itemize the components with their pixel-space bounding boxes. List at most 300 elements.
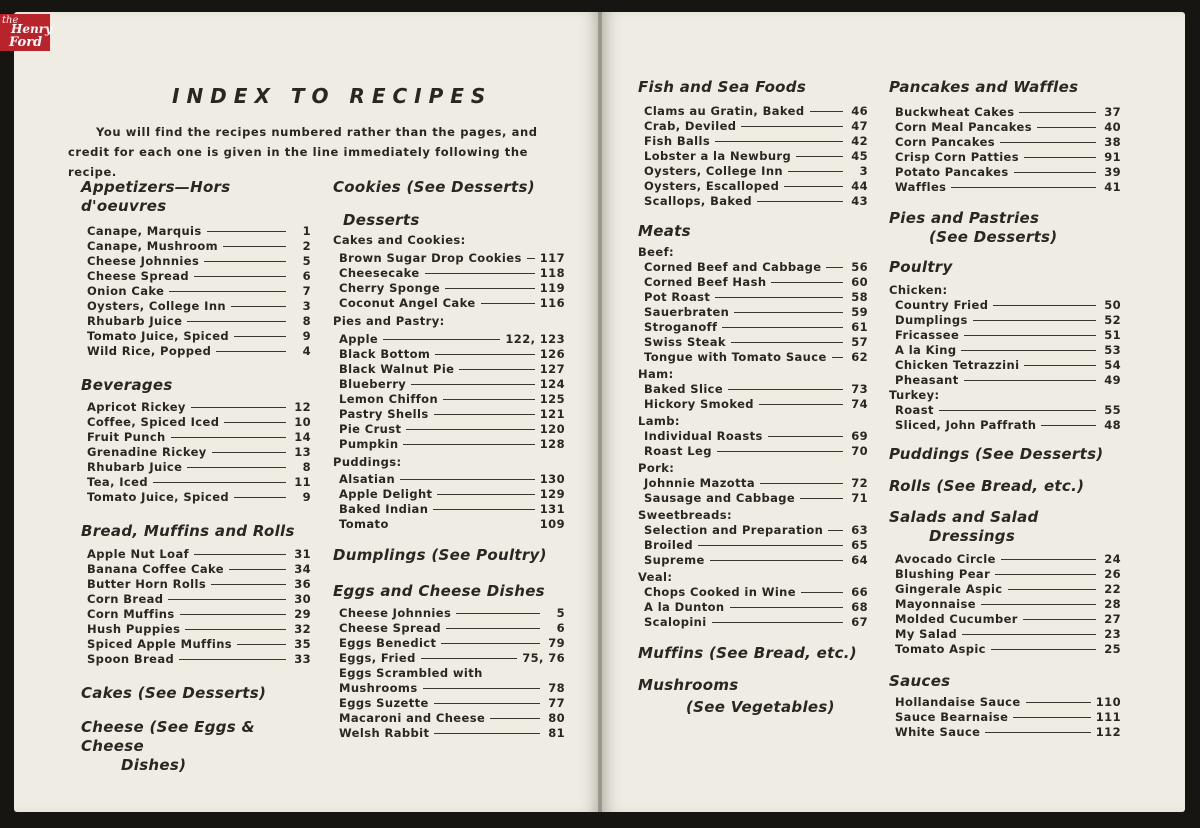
list-item — [339, 296, 565, 311]
recipe-name: Canape, Marquis — [87, 224, 202, 238]
recipe-number: 52 — [1104, 313, 1121, 327]
recipe-number: 7 — [302, 284, 311, 298]
recipe-name: Scalopini — [644, 615, 707, 629]
leader-line — [153, 482, 286, 483]
recipe-number: 81 — [548, 726, 565, 740]
recipe-name: Blueberry — [339, 377, 407, 391]
section-heading-appetizers: Appetizers—Hors d'oeuvres — [81, 178, 231, 215]
leader-line — [434, 733, 540, 734]
recipe-name: Individual Roasts — [644, 429, 763, 443]
recipe-name: Apple Nut Loaf — [87, 547, 190, 561]
recipe-number: 10 — [294, 415, 311, 429]
recipe-name: Waffles — [895, 180, 947, 194]
leader-line — [796, 156, 843, 157]
recipe-number: 4 — [302, 344, 311, 358]
list-item — [339, 392, 565, 407]
meats-ham-label: Ham: — [638, 367, 674, 381]
list-item — [644, 134, 868, 149]
recipe-name: Pumpkin — [339, 437, 399, 451]
leader-line — [1026, 702, 1091, 703]
recipe-number: 8 — [302, 314, 311, 328]
recipe-number: 46 — [851, 104, 868, 118]
list-item — [644, 305, 868, 320]
leader-line — [171, 437, 286, 438]
recipe-number: 39 — [1104, 165, 1121, 179]
recipe-name: Fricassee — [895, 328, 960, 342]
recipe-number: 57 — [851, 335, 868, 349]
list-item — [644, 350, 868, 365]
recipe-name: Cheese Johnnies — [339, 606, 452, 620]
recipe-name: Oysters, College Inn — [644, 164, 784, 178]
recipe-name: Sausage and Cabbage — [644, 491, 796, 505]
desserts-cakes-label: Cakes and Cookies: — [333, 233, 466, 247]
salads-list — [889, 552, 1121, 657]
recipe-name: Pot Roast — [644, 290, 711, 304]
list-item — [87, 637, 311, 652]
leader-line — [828, 530, 843, 531]
list-item — [644, 553, 868, 568]
intro-text: You will find the recipes numbered rather than the pages, and credit for each one is given in the line immediately following the recipe. — [68, 125, 538, 179]
recipe-name: Cheese Spread — [87, 269, 190, 283]
recipe-name: Molded Cucumber — [895, 612, 1018, 626]
leader-line — [768, 436, 843, 437]
leader-line — [400, 479, 535, 480]
recipe-number: 1 — [302, 224, 311, 238]
recipe-number: 3 — [859, 164, 868, 178]
recipe-name: Macaroni and Cheese — [339, 711, 486, 725]
mushrooms-reference-line1: Mushrooms — [638, 676, 739, 694]
recipe-name: Cheese Spread — [339, 621, 442, 635]
recipe-name: Hollandaise Sauce — [895, 695, 1021, 709]
list-item — [87, 592, 311, 607]
leader-line — [527, 258, 535, 259]
recipe-name: Corn Bread — [87, 592, 164, 606]
list-item — [644, 476, 868, 491]
leader-line — [194, 554, 286, 555]
recipe-name: Black Bottom — [339, 347, 431, 361]
section-heading-beverages: Beverages — [81, 376, 173, 394]
recipe-name: Cherry Sponge — [339, 281, 441, 295]
list-item — [87, 445, 311, 460]
recipe-name: Fruit Punch — [87, 430, 166, 444]
recipe-number: 34 — [294, 562, 311, 576]
list-item — [644, 397, 868, 412]
recipe-number: 47 — [851, 119, 868, 133]
leader-line — [168, 599, 286, 600]
recipe-name: Stroganoff — [644, 320, 718, 334]
leader-line — [810, 111, 844, 112]
section-heading-fish: Fish and Sea Foods — [638, 78, 807, 96]
leader-line — [187, 321, 286, 322]
leader-line — [741, 126, 843, 127]
leader-line — [456, 613, 540, 614]
list-item — [339, 332, 565, 347]
recipe-name: Rhubarb Juice — [87, 460, 183, 474]
recipe-number: 60 — [851, 275, 868, 289]
recipe-number: 74 — [851, 397, 868, 411]
list-item — [644, 104, 868, 119]
recipe-number: 25 — [1104, 642, 1121, 656]
recipe-name: Sliced, John Paffrath — [895, 418, 1037, 432]
list-item — [339, 502, 565, 517]
leader-line — [237, 644, 286, 645]
cakes-reference: Cakes (See Desserts) — [81, 684, 267, 702]
recipe-name: Corn Pancakes — [895, 135, 996, 149]
recipe-name: Coffee, Spiced Iced — [87, 415, 220, 429]
recipe-number: 64 — [851, 553, 868, 567]
appetizers-list — [81, 224, 311, 359]
henry-ford-logo: the Henry Ford — [2, 15, 52, 50]
recipe-name: Baked Indian — [339, 502, 429, 516]
recipe-number: 120 — [539, 422, 565, 436]
leader-line — [995, 574, 1096, 575]
list-item — [644, 491, 868, 506]
leader-line — [771, 282, 843, 283]
leader-line — [1000, 142, 1096, 143]
recipe-number: 54 — [1104, 358, 1121, 372]
meats-veal-list — [638, 585, 868, 630]
poultry-turkey-label: Turkey: — [889, 388, 940, 402]
recipe-number: 127 — [539, 362, 565, 376]
recipe-number: 121 — [539, 407, 565, 421]
meats-pork-list — [638, 476, 868, 506]
recipe-name: Eggs Suzette — [339, 696, 429, 710]
leader-line — [441, 643, 540, 644]
list-item — [644, 194, 868, 209]
list-item — [895, 725, 1121, 740]
recipe-name: Corn Muffins — [87, 607, 175, 621]
rolls-reference: Rolls (See Bread, etc.) — [889, 477, 1085, 495]
leader-line — [712, 622, 843, 623]
list-item — [339, 472, 565, 487]
recipe-name: Lobster a la Newburg — [644, 149, 792, 163]
leader-line — [437, 494, 534, 495]
recipe-number: 117 — [539, 251, 565, 265]
list-item — [339, 696, 565, 711]
recipe-name: Swiss Steak — [644, 335, 726, 349]
meats-ham-list — [638, 382, 868, 412]
recipe-number: 129 — [539, 487, 565, 501]
leader-line — [731, 342, 843, 343]
list-item — [87, 239, 311, 254]
leader-line — [234, 336, 286, 337]
leader-line — [939, 410, 1096, 411]
recipe-name: Tea, Iced — [87, 475, 148, 489]
leader-line — [961, 350, 1096, 351]
list-item — [644, 320, 868, 335]
recipe-number: 111 — [1095, 710, 1121, 724]
list-item — [644, 119, 868, 134]
meats-lamb-list — [638, 429, 868, 459]
list-item — [644, 523, 868, 538]
recipe-name: Buckwheat Cakes — [895, 105, 1015, 119]
list-item — [644, 290, 868, 305]
recipe-name: Chops Cooked in Wine — [644, 585, 796, 599]
recipe-name: Chicken Tetrazzini — [895, 358, 1020, 372]
list-item — [87, 400, 311, 415]
leader-line — [962, 634, 1096, 635]
recipe-number: 126 — [539, 347, 565, 361]
recipe-number: 55 — [1104, 403, 1121, 417]
list-item — [339, 726, 565, 741]
list-item — [87, 490, 311, 505]
recipe-number: 50 — [1104, 298, 1121, 312]
meats-sweetbreads-list — [638, 523, 868, 568]
leader-line — [191, 407, 286, 408]
leader-line — [973, 320, 1096, 321]
list-item — [339, 666, 565, 681]
leader-line — [722, 327, 843, 328]
leader-line — [433, 509, 534, 510]
leader-line — [1001, 559, 1096, 560]
leader-line — [169, 291, 286, 292]
leader-line — [710, 560, 843, 561]
recipe-name: Rhubarb Juice — [87, 314, 183, 328]
section-heading-salads-line1: Salads and Salad — [889, 508, 1039, 526]
list-item — [339, 606, 565, 621]
desserts-cakes-list — [333, 251, 565, 311]
recipe-name: Spiced Apple Muffins — [87, 637, 233, 651]
recipe-number: 124 — [539, 377, 565, 391]
leader-line — [490, 718, 540, 719]
recipe-name: Sauerbraten — [644, 305, 730, 319]
recipe-name: Pastry Shells — [339, 407, 429, 421]
meats-veal-label: Veal: — [638, 570, 673, 584]
leader-line — [443, 399, 535, 400]
recipe-number: 48 — [1104, 418, 1121, 432]
recipe-name: Scallops, Baked — [644, 194, 752, 208]
list-item — [339, 651, 565, 666]
leader-line — [423, 688, 540, 689]
recipe-name: Tomato Aspic — [895, 642, 986, 656]
leader-line — [964, 335, 1096, 336]
recipe-name: A la King — [895, 343, 957, 357]
recipe-number: 45 — [851, 149, 868, 163]
recipe-number: 2 — [302, 239, 311, 253]
list-item — [339, 347, 565, 362]
recipe-number: 61 — [851, 320, 868, 334]
recipe-number: 27 — [1104, 612, 1121, 626]
recipe-number: 6 — [302, 269, 311, 283]
recipe-number: 32 — [294, 622, 311, 636]
leader-line — [715, 141, 843, 142]
mushrooms-reference-line2: (See Vegetables) — [686, 698, 835, 716]
pancakes-list — [889, 105, 1121, 195]
recipe-number: 65 — [851, 538, 868, 552]
recipe-number: 28 — [1104, 597, 1121, 611]
leader-line — [194, 276, 286, 277]
recipe-name: Corn Meal Pancakes — [895, 120, 1032, 134]
recipe-number: 5 — [556, 606, 565, 620]
book-gutter — [598, 12, 602, 812]
recipe-number: 130 — [539, 472, 565, 486]
leader-line — [229, 569, 286, 570]
list-item — [339, 487, 565, 502]
recipe-name: Tongue with Tomato Sauce — [644, 350, 827, 364]
recipe-number: 22 — [1104, 582, 1121, 596]
recipe-name: Apple Delight — [339, 487, 433, 501]
list-item — [644, 538, 868, 553]
list-item — [87, 460, 311, 475]
recipe-name: Selection and Preparation — [644, 523, 824, 537]
recipe-name: Pie Crust — [339, 422, 402, 436]
list-item — [339, 251, 565, 266]
list-item — [895, 120, 1121, 135]
recipe-number: 40 — [1104, 120, 1121, 134]
recipe-number: 68 — [851, 600, 868, 614]
list-item — [644, 164, 868, 179]
list-item — [895, 642, 1121, 657]
poultry-chicken-label: Chicken: — [889, 283, 948, 297]
recipe-number: 72 — [851, 476, 868, 490]
leader-line — [224, 422, 286, 423]
recipe-name: Johnnie Mazotta — [644, 476, 756, 490]
column-2 — [333, 178, 565, 741]
list-item — [339, 377, 565, 392]
list-item — [895, 373, 1121, 388]
pies-reference-line1: Pies and Pastries — [889, 209, 1040, 227]
recipe-number: 63 — [851, 523, 868, 537]
pies-reference-line2: (See Desserts) — [929, 228, 1058, 246]
list-item — [87, 299, 311, 314]
leader-line — [715, 297, 843, 298]
cheese-reference-line1: Cheese (See Eggs & Cheese — [81, 718, 255, 755]
section-heading-bread: Bread, Muffins and Rolls — [81, 522, 295, 540]
list-item — [895, 328, 1121, 343]
list-item — [895, 105, 1121, 120]
recipe-name: Alsatian — [339, 472, 396, 486]
recipe-number: 80 — [548, 711, 565, 725]
recipe-number: 9 — [302, 490, 311, 504]
list-item — [895, 597, 1121, 612]
recipe-number: 12 — [294, 400, 311, 414]
recipe-number: 31 — [294, 547, 311, 561]
recipe-name: Butter Horn Rolls — [87, 577, 207, 591]
list-item — [644, 179, 868, 194]
recipe-name: Eggs, Fried — [339, 651, 416, 665]
leader-line — [231, 306, 286, 307]
recipe-name: Pheasant — [895, 373, 959, 387]
recipe-number: 33 — [294, 652, 311, 666]
poultry-chicken-list — [889, 298, 1121, 388]
recipe-name: Avocado Circle — [895, 552, 996, 566]
recipe-number: 53 — [1104, 343, 1121, 357]
list-item — [644, 615, 868, 630]
poultry-turkey-list — [889, 403, 1121, 433]
recipe-name: Wild Rice, Popped — [87, 344, 212, 358]
list-item — [895, 313, 1121, 328]
recipe-number: 30 — [294, 592, 311, 606]
leader-line — [734, 312, 843, 313]
recipe-number: 78 — [548, 681, 565, 695]
bread-list — [81, 547, 311, 667]
list-item — [895, 612, 1121, 627]
column-3 — [638, 78, 868, 717]
list-item — [87, 607, 311, 622]
recipe-number: 42 — [851, 134, 868, 148]
recipe-name: Corned Beef Hash — [644, 275, 767, 289]
recipe-name: Oysters, Escalloped — [644, 179, 780, 193]
leader-line — [951, 187, 1096, 188]
leader-line — [1023, 619, 1096, 620]
recipe-number: 37 — [1104, 105, 1121, 119]
recipe-name: Tomato Juice, Spiced — [87, 490, 230, 504]
recipe-number: 70 — [851, 444, 868, 458]
leader-line — [1008, 589, 1096, 590]
leader-line — [207, 231, 286, 232]
meats-pork-label: Pork: — [638, 461, 675, 475]
recipe-name: Lemon Chiffon — [339, 392, 439, 406]
recipe-number: 35 — [294, 637, 311, 651]
recipe-number: 43 — [851, 194, 868, 208]
recipe-number: 26 — [1104, 567, 1121, 581]
list-item — [339, 422, 565, 437]
column-4 — [889, 78, 1121, 740]
section-heading-desserts: Desserts — [343, 211, 420, 229]
desserts-puddings-label: Puddings: — [333, 455, 402, 469]
recipe-name: Roast Leg — [644, 444, 712, 458]
list-item — [644, 149, 868, 164]
recipe-number: 51 — [1104, 328, 1121, 342]
recipe-name: Gingerale Aspic — [895, 582, 1003, 596]
leader-line — [759, 404, 843, 405]
desserts-pies-list — [333, 332, 565, 452]
leader-line — [180, 614, 286, 615]
leader-line — [425, 273, 535, 274]
list-item — [87, 269, 311, 284]
leader-line — [403, 444, 534, 445]
recipe-name: Broiled — [644, 538, 694, 552]
list-item — [87, 344, 311, 359]
recipe-number: 91 — [1104, 150, 1121, 164]
recipe-name: Baked Slice — [644, 382, 724, 396]
recipe-number: 112 — [1095, 725, 1121, 739]
meats-sweetbreads-label: Sweetbreads: — [638, 508, 732, 522]
leader-line — [434, 703, 540, 704]
leader-line — [179, 659, 286, 660]
recipe-number: 75, 76 — [522, 651, 565, 665]
recipe-number: 62 — [851, 350, 868, 364]
list-item — [87, 314, 311, 329]
section-heading-sauces: Sauces — [889, 672, 951, 690]
list-item — [87, 284, 311, 299]
list-item — [895, 695, 1121, 710]
sauces-list — [889, 695, 1121, 740]
recipe-name: Welsh Rabbit — [339, 726, 430, 740]
recipe-name: White Sauce — [895, 725, 981, 739]
desserts-puddings-list — [333, 472, 565, 517]
list-item — [644, 260, 868, 275]
puddings-reference: Puddings (See Desserts) — [889, 445, 1104, 463]
page-title: INDEX TO RECIPES — [172, 84, 493, 108]
leader-line — [991, 649, 1096, 650]
recipe-name: Mayonnaise — [895, 597, 976, 611]
recipe-name: Roast — [895, 403, 934, 417]
list-item — [644, 335, 868, 350]
recipe-number: 3 — [302, 299, 311, 313]
recipe-name: Crisp Corn Patties — [895, 150, 1019, 164]
muffins-reference: Muffins (See Bread, etc.) — [638, 644, 857, 662]
list-item — [895, 582, 1121, 597]
recipe-number: 58 — [851, 290, 868, 304]
recipe-name: Supreme — [644, 553, 705, 567]
recipe-number: 41 — [1104, 180, 1121, 194]
leader-line — [211, 584, 286, 585]
list-item — [87, 254, 311, 269]
recipe-number: 128 — [539, 437, 565, 451]
recipe-name: Potato Pancakes — [895, 165, 1009, 179]
recipe-name: Crab, Deviled — [644, 119, 737, 133]
